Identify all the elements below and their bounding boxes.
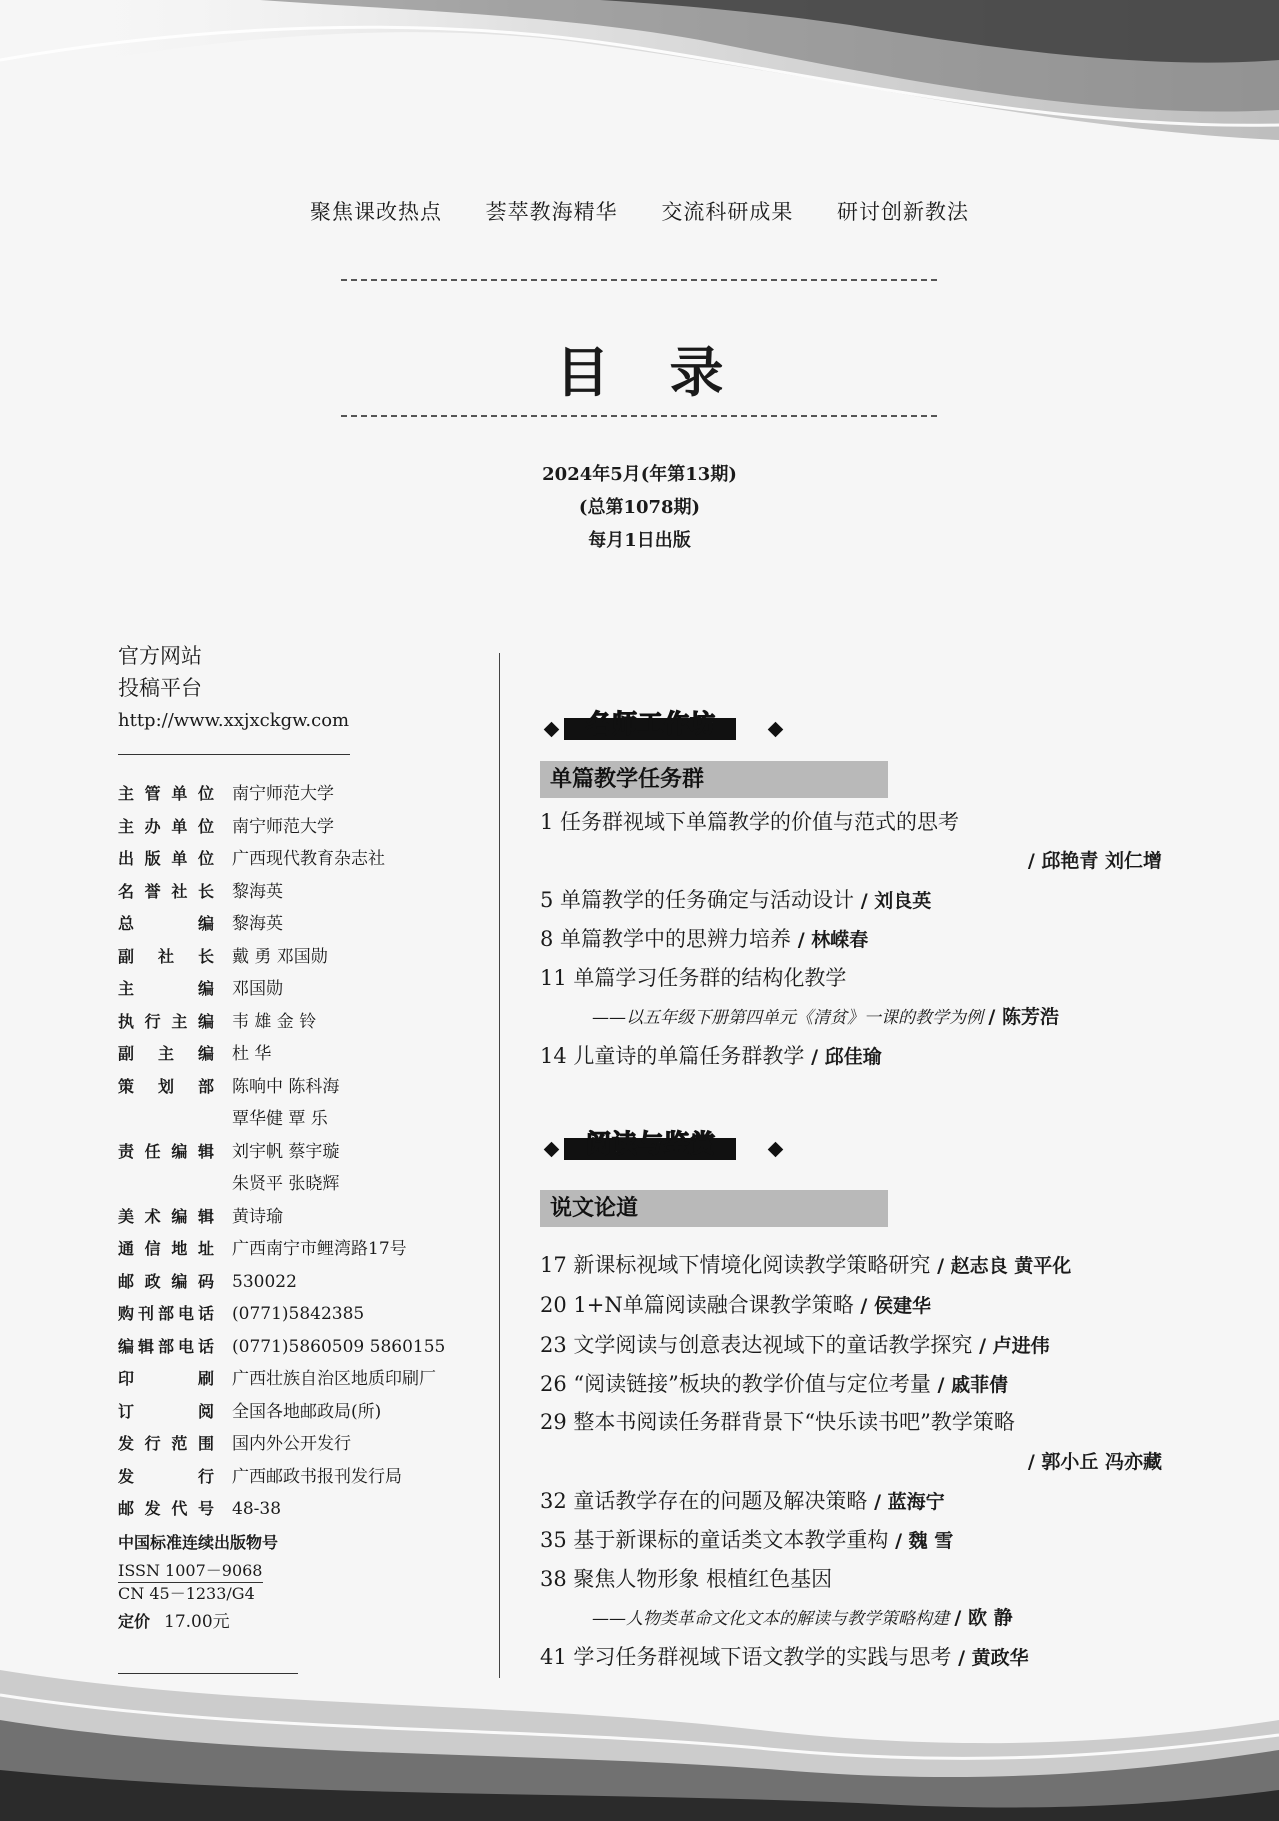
- toc-entry[interactable]: [540, 845, 1162, 876]
- masthead-value: 刘宇帆 蔡宇璇: [232, 1141, 340, 1162]
- diamond-icon: [768, 1142, 784, 1158]
- masthead-value: 朱贤平 张晓辉: [232, 1174, 340, 1194]
- article-title: ——人物类革命文化文本的解读与教学策略构建: [592, 1609, 955, 1629]
- toc-entry[interactable]: [540, 1407, 1160, 1438]
- issue-info: [0, 458, 1279, 557]
- article-title: 26 “阅读链接”板块的教学价值与定位考量: [540, 1372, 938, 1396]
- dashed-divider-bottom: [341, 415, 937, 417]
- masthead-label: 策划部: [118, 1076, 214, 1096]
- dashed-divider-top: [341, 279, 937, 281]
- masthead-row: [118, 941, 498, 974]
- masthead-label: 印刷: [118, 1369, 214, 1388]
- toc-entry[interactable]: [540, 1564, 1160, 1595]
- masthead-label: 美术编辑: [118, 1206, 214, 1226]
- masthead-value: 广西壮族自治区地质印刷厂: [232, 1369, 436, 1389]
- masthead-value: 戴 勇 邓国勋: [232, 946, 328, 967]
- masthead-row: [118, 778, 498, 811]
- price: [118, 1605, 498, 1639]
- diamond-icon: [544, 722, 560, 738]
- masthead-row: [118, 1103, 498, 1136]
- masthead-label: 名誉社长: [118, 881, 214, 901]
- article-author: / 邱佳瑜: [811, 1046, 882, 1068]
- masthead-row: [118, 1363, 498, 1396]
- article-title: 41 学习任务群视域下语文教学的实践与思考: [540, 1645, 959, 1669]
- toc-entry[interactable]: [540, 963, 1160, 994]
- masthead-label: 副社长: [118, 946, 214, 966]
- article-title: 23 文学阅读与创意表达视域下的童话教学探究: [540, 1333, 980, 1357]
- masthead-label: 总编: [118, 914, 214, 933]
- masthead-value: 国内外公开发行: [232, 1434, 351, 1454]
- article-author: / 黄政华: [958, 1647, 1029, 1669]
- toc-entry[interactable]: [592, 1603, 1162, 1634]
- article-author: / 卢进伟: [979, 1335, 1050, 1357]
- slogan-3: 交流科研成果: [661, 200, 794, 224]
- slogan-4: 研讨创新教法: [837, 200, 970, 224]
- masthead-value: (0771)5842385: [232, 1304, 365, 1324]
- website-url[interactable]: http://www.xxjxckgw.com: [118, 710, 350, 731]
- issn-block: [118, 1560, 498, 1605]
- toc-entry[interactable]: [540, 807, 1160, 838]
- masthead-label: 发行: [118, 1466, 214, 1486]
- masthead-row: [118, 1136, 498, 1169]
- masthead-value: 邓国勋: [232, 979, 283, 999]
- article-author: / 刘良英: [860, 890, 932, 912]
- diamond-icon: [768, 722, 784, 738]
- submission-label: 投稿平台: [118, 676, 202, 700]
- section-header: [540, 1130, 780, 1166]
- masthead-label: 责任编辑: [118, 1141, 214, 1161]
- masthead-row: [118, 1168, 498, 1201]
- masthead-value: 韦 雄 金 铃: [232, 1011, 317, 1032]
- price-value: 17.00元: [164, 1611, 230, 1632]
- masthead-label: 执行主编: [118, 1011, 214, 1031]
- toc-entry[interactable]: [540, 1446, 1162, 1477]
- masthead-value: 黎海英: [232, 881, 283, 902]
- masthead-row: [118, 1331, 498, 1364]
- article-author: / 蓝海宁: [874, 1491, 945, 1513]
- masthead-label: 邮发代号: [118, 1499, 214, 1518]
- article-author: / 魏 雪: [895, 1530, 954, 1552]
- masthead-label: 编辑部电话: [118, 1336, 214, 1356]
- masthead-value: 48-38: [232, 1499, 282, 1519]
- masthead-row: [118, 1006, 498, 1039]
- website-block: [118, 640, 498, 738]
- publication-info-column: [118, 640, 498, 1639]
- masthead-label: 主管单位: [118, 784, 214, 803]
- masthead-value: 黄诗瑜: [232, 1206, 283, 1227]
- website-label: 官方网站: [118, 644, 202, 668]
- article-title: 32 童话教学存在的问题及解决策略: [540, 1489, 875, 1513]
- masthead-label: 购刊部电话: [118, 1304, 214, 1323]
- masthead-label: 发行范围: [118, 1434, 214, 1453]
- masthead-row: [118, 1038, 498, 1071]
- masthead-row: [118, 1201, 498, 1234]
- masthead-label: 邮政编码: [118, 1271, 214, 1291]
- masthead-row: [118, 876, 498, 909]
- article-title: 14 儿童诗的单篇任务群教学: [540, 1044, 812, 1068]
- masthead-row: [118, 1071, 498, 1104]
- masthead-row: [118, 1266, 498, 1299]
- masthead-row: [118, 811, 498, 844]
- article-title: ——以五年级下册第四单元《清贫》一课的教学为例: [592, 1008, 989, 1028]
- masthead-value: 广西现代教育杂志社: [232, 849, 385, 869]
- masthead-label: 主办单位: [118, 816, 214, 836]
- masthead-value: 陈响中 陈科海: [232, 1076, 340, 1097]
- masthead-value: 南宁师范大学: [232, 816, 334, 837]
- section-title: 阅读与鉴赏: [586, 1129, 717, 1158]
- masthead-label: 副主编: [118, 1044, 214, 1063]
- issue-schedule: 每月1日出版: [588, 530, 691, 551]
- toc-entry[interactable]: [540, 1290, 1160, 1321]
- masthead-row: [118, 1233, 498, 1266]
- masthead-row: [118, 1428, 498, 1461]
- toc-entry[interactable]: [540, 1369, 1160, 1400]
- masthead-label: [118, 1168, 214, 1201]
- toc-entry[interactable]: [540, 1250, 1160, 1281]
- article-author: / 林嵘春: [797, 929, 869, 951]
- top-wave-decoration: [0, 0, 1279, 150]
- article-author: / 欧 静: [954, 1607, 1013, 1629]
- toc-entry[interactable]: [540, 885, 1160, 916]
- article-author: / 戚菲倩: [937, 1374, 1009, 1396]
- divider: [118, 754, 350, 755]
- masthead-row: [118, 843, 498, 876]
- toc-entry[interactable]: [540, 1486, 1160, 1517]
- cn-number: CN 45－1233/G4: [118, 1583, 255, 1603]
- masthead-value: 530022: [232, 1271, 297, 1292]
- masthead-value: 南宁师范大学: [232, 784, 334, 804]
- masthead-label: 通信地址: [118, 1239, 214, 1258]
- masthead-row: [118, 1396, 498, 1429]
- masthead-row: [118, 973, 498, 1006]
- article-author: / 郭小丘 冯亦藏: [1027, 1451, 1162, 1473]
- issn-number: ISSN 1007－9068: [118, 1560, 263, 1583]
- article-author: / 侯建华: [860, 1295, 931, 1317]
- masthead-value: (0771)5860509 5860155: [232, 1336, 446, 1357]
- toc-entry[interactable]: [540, 1041, 1160, 1072]
- slogan-1: 聚焦课改热点: [309, 200, 442, 224]
- masthead-row: [118, 1298, 498, 1331]
- masthead-list: [118, 778, 498, 1526]
- toc-entry[interactable]: [592, 1002, 1162, 1033]
- page-title: 目录: [555, 341, 784, 404]
- masthead-row: [118, 1493, 498, 1526]
- section-title: 名师工作坊: [586, 709, 717, 738]
- masthead-row: [118, 1461, 498, 1494]
- masthead-value: 广西邮政书报刊发行局: [232, 1466, 402, 1487]
- divider-bottom: [118, 1673, 298, 1674]
- toc-entry[interactable]: [540, 1525, 1160, 1556]
- masthead-label: 主编: [118, 979, 214, 998]
- subsection-title: 单篇教学任务群: [540, 761, 888, 798]
- article-title: 17 新课标视域下情境化阅读教学策略研究: [540, 1253, 938, 1277]
- toc-entry[interactable]: [540, 1642, 1160, 1673]
- masthead-value: 广西南宁市鲤湾路17号: [232, 1239, 407, 1259]
- article-author: / 陈芳浩: [988, 1006, 1059, 1028]
- masthead-label: 订阅: [118, 1401, 214, 1421]
- subsection-title: 说文论道: [540, 1190, 888, 1227]
- section-header: [540, 710, 780, 746]
- issue-date: 2024年5月(年第13期): [542, 464, 737, 485]
- masthead-label: [118, 1103, 214, 1136]
- masthead-row: [118, 908, 498, 941]
- article-title: 8 单篇教学中的思辨力培养: [540, 927, 798, 951]
- issn-title: 中国标准连续出版物号: [118, 1532, 279, 1552]
- slogan-2: 荟萃教海精华: [485, 200, 618, 224]
- toc-entry[interactable]: [540, 924, 1160, 955]
- article-title: 5 单篇教学的任务确定与活动设计: [540, 888, 861, 912]
- issue-total: (总第1078期): [578, 497, 701, 518]
- column-divider: [499, 653, 500, 1678]
- article-author: / 邱艳青 刘仁增: [1027, 850, 1162, 872]
- article-title: 35 基于新课标的童话类文本教学重构: [540, 1528, 896, 1552]
- article-title: 29 整本书阅读任务群背景下“快乐读书吧”教学策略: [540, 1410, 1015, 1434]
- masthead-label: 出版单位: [118, 849, 214, 868]
- toc-entry[interactable]: [540, 1330, 1160, 1361]
- article-title: 38 聚焦人物形象 根植红色基因: [540, 1567, 833, 1591]
- article-title: 11 单篇学习任务群的结构化教学: [540, 966, 847, 990]
- masthead-value: 覃华健 覃 乐: [232, 1109, 328, 1129]
- article-title: 1 任务群视域下单篇教学的价值与范式的思考: [540, 810, 960, 834]
- article-author: / 赵志良 黄平化: [937, 1255, 1072, 1277]
- masthead-value: 黎海英: [232, 914, 283, 934]
- masthead-value: 杜 华: [232, 1044, 272, 1064]
- masthead-value: 全国各地邮政局(所): [232, 1401, 382, 1422]
- article-title: 20 1+N单篇阅读融合课教学策略: [540, 1293, 861, 1317]
- diamond-icon: [544, 1142, 560, 1158]
- slogan: [0, 196, 1279, 226]
- bottom-wave-decoration: [0, 1650, 1279, 1821]
- price-label: 定价: [118, 1611, 151, 1631]
